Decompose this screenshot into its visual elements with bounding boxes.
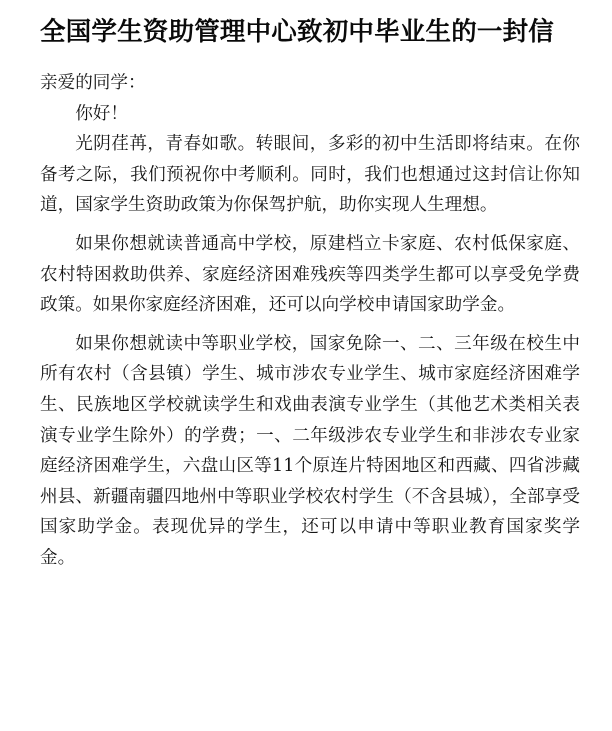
greeting: 你好！ [75,103,128,124]
letter-body [40,68,580,574]
letter-title: 全国学生资助管理中心致初中毕业生的一封信 [40,17,555,47]
paragraph-vocational-school: 如果你想就读中等职业学校，国家免除一、二、三年级在校生中所有农村（含县镇）学生、城市涉农专业学生、城市家庭经济困难学生、民族地区学校就读学生和戏曲表演专业学生（其他艺术类相关表演专业学生除外）的学费；一、二年级涉农专业学生和非涉农专业家庭经济困难学生，六盘山区等11个原连片特困地区和西藏、四省涉藏州县、新疆南疆四地州中等职业学校农村学生（不含县城），全部享受国家助学金。表现优异的学生，还可以申请中等职业教育国家奖学金。 [40,333,580,568]
paragraph-intro: 光阴荏苒，青春如歌。转眼间，多彩的初中生活即将结束。在你备考之际，我们预祝你中考顺利。同时，我们也想通过这封信让你知道，国家学生资助政策为你保驾护航，助你实现人生理想。 [40,134,580,216]
paragraph-high-school: 如果你想就读普通高中学校，原建档立卡家庭、农村低保家庭、农村特困救助供养、家庭经济困难残疾等四类学生都可以享受免学费政策。如果你家庭经济困难，还可以向学校申请国家助学金。 [40,233,580,316]
salutation: 亲爱的同学： [40,73,146,93]
